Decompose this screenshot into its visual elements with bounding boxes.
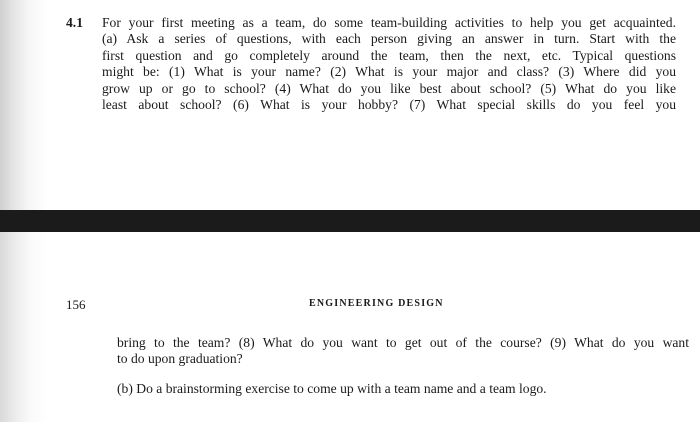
problem-text-line: grow up or go to school? (4) What do you like best about school? (5) What do you like [102,80,676,96]
problem-block [66,15,676,113]
page-edge-shadow-bottom [0,232,48,422]
problem-text-line: (a) Ask a series of questions, with each person giving an answer in turn. Start with the [102,31,676,47]
problem-text-line: first question and go completely around the team, then the next, etc. Typical questions [102,47,676,63]
problem-text-line: For your first meeting as a team, do some team-building activities to help you get acquainted. [102,15,676,30]
running-head: ENGINEERING DESIGN [309,298,444,309]
page-edge-shadow-top [0,0,48,210]
continuation-text-line: to do upon graduation? [117,351,243,367]
page-break-bar [0,210,700,232]
problem-text-line: might be: (1) What is your name? (2) What is your major and class? (3) Where did you [102,64,676,80]
continuation-block [117,335,689,397]
problem-number: 4.1 [66,15,83,30]
part-b-text: (b) Do a brainstorming exercise to come up with a team name and a team logo. [117,380,547,396]
continuation-text-line: bring to the team? (8) What do you want to get out of the course? (9) What do you want [117,335,689,350]
problem-text-line: least about school? (6) What is your hobby? (7) What special skills do you feel you [102,97,676,113]
page-number: 156 [66,297,86,312]
